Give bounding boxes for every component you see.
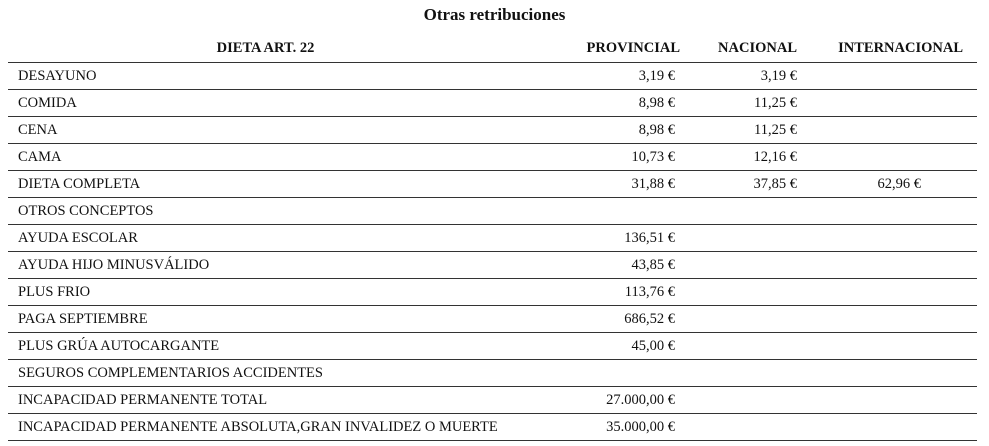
cell-provincial: 43,85 € — [523, 252, 683, 279]
row-label: DIETA COMPLETA — [8, 171, 523, 198]
cell-provincial — [523, 360, 683, 387]
row-label: PLUS GRÚA AUTOCARGANTE — [8, 333, 523, 360]
header-concept: DIETA ART. 22 — [8, 34, 523, 63]
row-label: COMIDA — [8, 90, 523, 117]
cell-internacional — [805, 198, 977, 225]
cell-nacional — [683, 279, 805, 306]
table-row — [8, 360, 977, 387]
row-label: INCAPACIDAD PERMANENTE ABSOLUTA,GRAN INVALIDEZ O MUERTE — [8, 414, 523, 441]
table-row — [8, 306, 977, 333]
cell-provincial: 45,00 € — [523, 333, 683, 360]
row-label: CENA — [8, 117, 523, 144]
row-label: AYUDA ESCOLAR — [8, 225, 523, 252]
cell-internacional — [805, 279, 977, 306]
cell-nacional — [683, 252, 805, 279]
cell-internacional: 62,96 € — [805, 171, 977, 198]
cell-nacional: 11,25 € — [683, 90, 805, 117]
cell-nacional — [683, 360, 805, 387]
retribuciones-table — [8, 34, 977, 441]
cell-provincial: 8,98 € — [523, 117, 683, 144]
row-label: OTROS CONCEPTOS — [8, 198, 523, 225]
cell-nacional: 11,25 € — [683, 117, 805, 144]
cell-provincial: 27.000,00 € — [523, 387, 683, 414]
cell-nacional — [683, 306, 805, 333]
header-provincial: PROVINCIAL — [523, 34, 683, 63]
cell-provincial: 3,19 € — [523, 63, 683, 90]
cell-provincial: 136,51 € — [523, 225, 683, 252]
row-label: INCAPACIDAD PERMANENTE TOTAL — [8, 387, 523, 414]
cell-provincial: 35.000,00 € — [523, 414, 683, 441]
table-row — [8, 252, 977, 279]
cell-nacional: 12,16 € — [683, 144, 805, 171]
table-row — [8, 63, 977, 90]
cell-internacional — [805, 63, 977, 90]
cell-internacional — [805, 360, 977, 387]
cell-provincial: 113,76 € — [523, 279, 683, 306]
row-label: AYUDA HIJO MINUSVÁLIDO — [8, 252, 523, 279]
cell-internacional — [805, 117, 977, 144]
cell-nacional: 3,19 € — [683, 63, 805, 90]
cell-internacional — [805, 306, 977, 333]
table-row — [8, 198, 977, 225]
header-row — [8, 34, 977, 63]
table-row — [8, 279, 977, 306]
cell-internacional — [805, 387, 977, 414]
cell-provincial: 10,73 € — [523, 144, 683, 171]
cell-provincial — [523, 198, 683, 225]
row-label: CAMA — [8, 144, 523, 171]
table-body — [8, 63, 977, 441]
cell-internacional — [805, 414, 977, 441]
cell-provincial: 31,88 € — [523, 171, 683, 198]
cell-internacional — [805, 225, 977, 252]
cell-provincial: 686,52 € — [523, 306, 683, 333]
cell-internacional — [805, 252, 977, 279]
header-internacional: INTERNACIONAL — [805, 34, 977, 63]
table-row — [8, 414, 977, 441]
row-label: DESAYUNO — [8, 63, 523, 90]
cell-nacional — [683, 198, 805, 225]
table-row — [8, 117, 977, 144]
cell-internacional — [805, 144, 977, 171]
cell-provincial: 8,98 € — [523, 90, 683, 117]
table-row — [8, 333, 977, 360]
row-label: PLUS FRIO — [8, 279, 523, 306]
cell-nacional — [683, 414, 805, 441]
cell-nacional — [683, 225, 805, 252]
table-row — [8, 225, 977, 252]
cell-internacional — [805, 333, 977, 360]
row-label: SEGUROS COMPLEMENTARIOS ACCIDENTES — [8, 360, 523, 387]
table-row — [8, 171, 977, 198]
cell-internacional — [805, 90, 977, 117]
cell-nacional — [683, 333, 805, 360]
cell-nacional — [683, 387, 805, 414]
table-row — [8, 90, 977, 117]
table-row — [8, 387, 977, 414]
header-nacional: NACIONAL — [683, 34, 805, 63]
table-title: Otras retribuciones — [423, 5, 566, 24]
table-row — [8, 144, 977, 171]
row-label: PAGA SEPTIEMBRE — [8, 306, 523, 333]
cell-nacional: 37,85 € — [683, 171, 805, 198]
